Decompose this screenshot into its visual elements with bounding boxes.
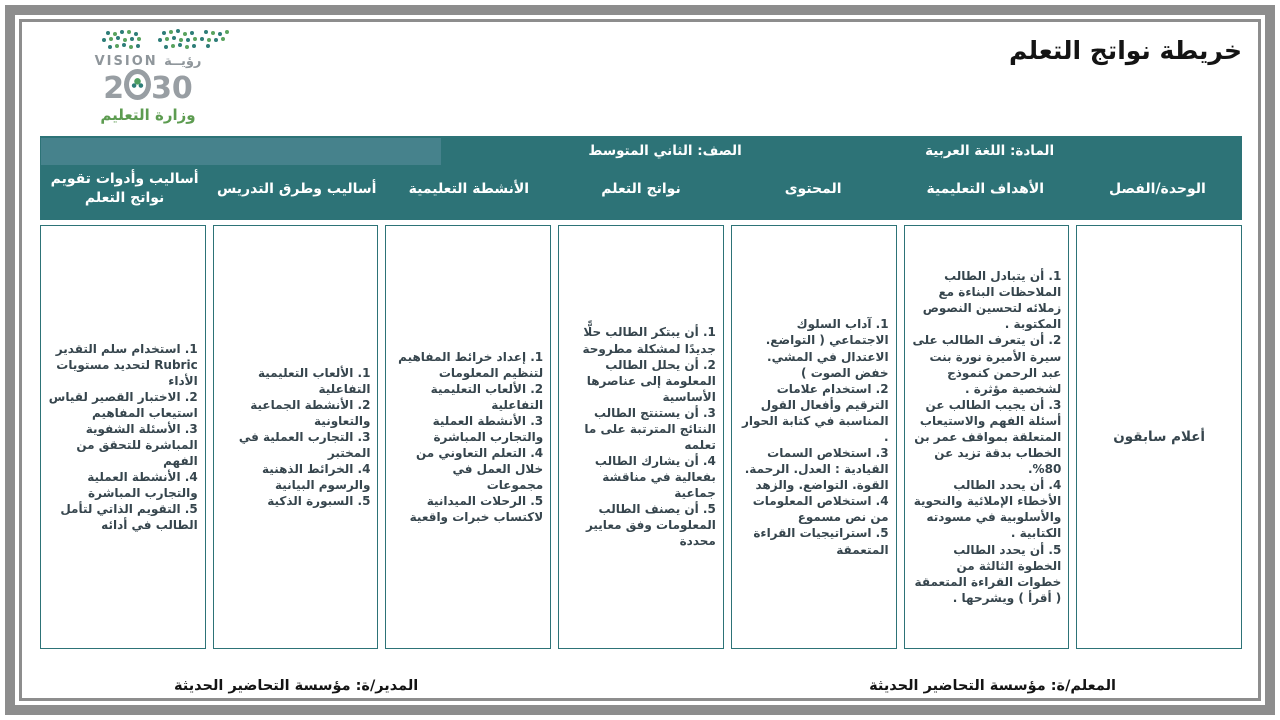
list-item: 2. الألعاب التعليمية التفاعلية bbox=[430, 381, 544, 412]
cell-objectives bbox=[904, 225, 1070, 649]
list-item: أعلام سابقون bbox=[1113, 428, 1206, 445]
footer-principal-label: المدير/ة: مؤسسة التحاضير الحديثة bbox=[174, 678, 419, 694]
list-item: 1. الألعاب التعليمية التفاعلية bbox=[257, 365, 371, 396]
col-header-outcomes: نواتج التعلم bbox=[601, 180, 681, 197]
list-item: 4. استخلاص المعلومات من نص مسموع bbox=[752, 494, 889, 525]
list-item: 5. التقويم الذاتي لتأمل الطالب في أدائه bbox=[60, 502, 198, 533]
list-item: 1. إعداد خرائط المفاهيم لتنظيم المعلومات bbox=[398, 349, 544, 380]
cell-methods bbox=[213, 225, 379, 649]
list-item: 4. التعلم التعاوني من خلال العمل في مجموعات bbox=[415, 446, 544, 493]
list-item: 5. السبورة الذكية bbox=[267, 494, 371, 509]
year-prefix: 2 bbox=[103, 71, 125, 106]
list-item: 1. استخدام سلم التقدير Rubric لتحديد مستويات الأداء bbox=[55, 341, 198, 388]
list-item: 4. الأنشطة العملية والتجارب المباشرة bbox=[87, 470, 198, 501]
year-suffix: 30 bbox=[151, 71, 193, 106]
outcomes-table bbox=[40, 136, 1242, 649]
col-header-activities: الأنشطة التعليمية bbox=[408, 180, 530, 197]
list-item: 5. استراتيجيات القراءة المتعمقة bbox=[753, 526, 889, 557]
col-header-methods: أساليب وطرق التدريس bbox=[217, 180, 377, 197]
list-item: 1. أن يتبادل الطالب الملاحظات البناءة مع زملائه لتحسين النصوص المكتوبة . bbox=[922, 269, 1062, 332]
vision-wordmark bbox=[48, 54, 248, 69]
cell-unit bbox=[1076, 225, 1242, 649]
list-item: 3. التجارب العملية في المختبر bbox=[238, 429, 371, 461]
subject-label: المادة: اللغة العربية bbox=[925, 143, 1055, 159]
list-item: 2. الاختبار القصير لقياس استيعاب المفاهيم bbox=[48, 389, 198, 420]
cell-content bbox=[731, 225, 897, 649]
page-title: خريطة نواتج التعلم bbox=[1009, 36, 1242, 65]
col-header-objectives: الأهداف التعليمية bbox=[926, 180, 1045, 197]
year-2030 bbox=[48, 69, 248, 105]
col-header-assessment: أساليب وأدوات تقويم نواتج التعلم bbox=[50, 171, 199, 206]
meta-highlight-box bbox=[41, 138, 441, 165]
vision2030-ministry-logo bbox=[48, 28, 248, 124]
list-item: 5. أن يصنف الطالب المعلومات وفق معايير محددة bbox=[585, 502, 716, 549]
col-header-unit: الوحدة/الفصل bbox=[1109, 180, 1206, 197]
cell-activities bbox=[385, 225, 551, 649]
list-item: 3. الأنشطة العملية والتجارب المباشرة bbox=[432, 413, 544, 444]
list-item: 5. الرحلات الميدانية لاكتساب خبرات واقعية bbox=[409, 494, 544, 525]
list-item: 3. أن يستنتج الطالب النتائج المترتبة على ما تعلمه bbox=[584, 405, 716, 452]
list-item: 2. استخدام علامات الترقيم وأفعال القول المناسبة في كتابة الحوار . bbox=[742, 381, 889, 444]
col-header-content: المحتوى bbox=[784, 180, 842, 197]
ministry-name: وزارة التعليم bbox=[100, 105, 196, 124]
vision-en-label: VISION bbox=[94, 54, 158, 69]
footer-teacher-label: المعلم/ة: مؤسسة التحاضير الحديثة bbox=[869, 678, 1116, 694]
list-item: 4. أن يشارك الطالب بفعالية في مناقشة جماعية bbox=[594, 454, 716, 501]
list-item: 4. الخرائط الذهنية والرسوم البيانية bbox=[262, 462, 371, 493]
cell-assessment bbox=[40, 225, 206, 649]
list-item: 2. أن يتعرف الطالب على سيرة الأميرة نورة بنت عبد الرحمن كنموذج لشخصية مؤثرة . bbox=[912, 333, 1062, 396]
vision2030-dots-icon bbox=[64, 28, 232, 54]
list-item: 1. أن يبتكر الطالب حلًّا جديدًا لمشكلة مطروحة bbox=[582, 325, 716, 356]
list-item: 5. أن يحدد الطالب الخطوة الثالثة من خطوات القراءة المتعمقة ( أقرأ ) ويشرحها . bbox=[914, 542, 1062, 605]
cell-outcomes bbox=[558, 225, 724, 649]
list-item: 1. آداب السلوك الاجتماعي ( التواضع. الاعتدال في المشي. خفض الصوت ) bbox=[765, 317, 889, 380]
list-item: 2. الأنشطة الجماعية والتعاونية bbox=[250, 397, 371, 428]
table-meta-row bbox=[40, 136, 1242, 166]
list-item: 3. الأسئلة الشفوية المباشرة للتحقق من الفهم bbox=[76, 421, 198, 469]
grade-label: الصف: الثاني المتوسط bbox=[588, 143, 742, 159]
list-item: 3. استخلاص السمات القيادية : العدل. الرحمة. القوة. التواضع. والزهد bbox=[744, 446, 889, 493]
list-item: 2. أن يحلل الطالب المعلومة إلى عناصرها الأساسية bbox=[586, 357, 716, 404]
list-item: 3. أن يجيب الطالب عن أسئلة الفهم والاستيعاب المتعلقة بمواقف عمر بن الخطاب بدقة تزيد عن 80%. bbox=[914, 397, 1062, 477]
page-content bbox=[24, 24, 1256, 696]
vision-ar-label: رؤيــة bbox=[164, 54, 202, 69]
column-headers-row bbox=[40, 166, 1242, 220]
list-item: 4. أن يحدد الطالب الأخطاء الإملائية والنحوية والأسلوبية في مسودته الكتابية . bbox=[913, 478, 1062, 541]
table-header bbox=[40, 136, 1242, 220]
table-body-row bbox=[40, 225, 1242, 649]
palm-emblem-icon bbox=[124, 69, 151, 100]
